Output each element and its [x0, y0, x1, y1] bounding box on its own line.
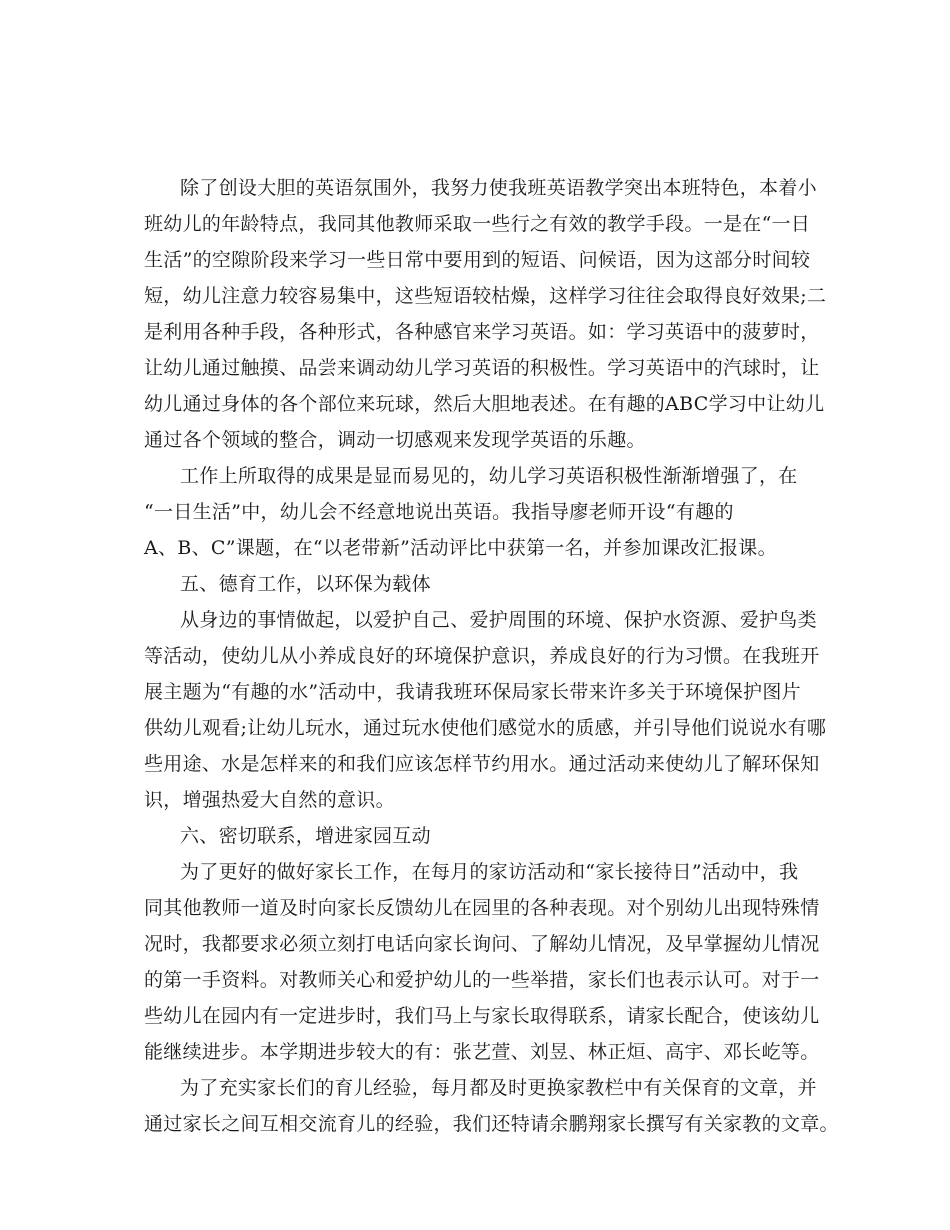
section-heading: 六、密切联系，增进家园互动 [180, 825, 431, 847]
text-line: 从身边的事情做起，以爱护自己、爱护周围的环境、保护水资源、爱护鸟类 [180, 609, 817, 631]
text-line: 是利用各种手段，各种形式，各种感官来学习英语。如：学习英语中的菠萝时， [144, 321, 820, 343]
text-line: 短，幼儿注意力较容易集中，这些短语较枯燥，这样学习往往会取得良好效果;二 [144, 285, 827, 307]
text-line: 能继续进步。本学期进步较大的有：张艺萱、刘昱、林正烜、高宇、邓长屹等。 [144, 1041, 820, 1063]
text-line: 除了创设大胆的英语氛围外，我努力使我班英语教学突出本班特色，本着小 [180, 177, 817, 199]
text-line: 通过各个领域的整合，调动一切感观来发现学英语的乐趣。 [144, 429, 646, 451]
text-line: 供幼儿观看;让幼儿玩水，通过玩水使他们感觉水的质感，并引导他们说说水有哪 [144, 717, 827, 739]
text-line: 幼儿通过身体的各个部位来玩球，然后大胆地表述。在有趣的ABC学习中让幼儿 [144, 393, 825, 415]
text-line: 些幼儿在园内有一定进步时，我们马上与家长取得联系，请家长配合，使该幼儿 [144, 1005, 820, 1027]
text-line: 为了更好的做好家长工作，在每月的家访活动和“家长接待日”活动中，我 [180, 861, 799, 883]
text-line: 班幼儿的年龄特点，我同其他教师采取一些行之有效的教学手段。一是在“一日 [144, 213, 811, 235]
text-line: 些用途、水是怎样来的和我们应该怎样节约用水。通过活动来使幼儿了解环保知 [144, 753, 820, 775]
text-line: 同其他教师一道及时向家长反馈幼儿在园里的各种表现。对个别幼儿出现特殊情 [144, 897, 820, 919]
text-line: 等活动，使幼儿从小养成良好的环境保护意识，养成良好的行为习惯。在我班开 [144, 645, 820, 667]
text-line: 为了充实家长们的育儿经验，每月都及时更换家教栏中有关保育的文章，并 [180, 1077, 817, 1099]
text-line: 让幼儿通过触摸、品尝来调动幼儿学习英语的积极性。学习英语中的汽球时，让 [144, 357, 820, 379]
text-line: 况时，我都要求必须立刻打电话向家长询问、了解幼儿情况，及早掌握幼儿情况 [144, 933, 820, 955]
section-heading: 五、德育工作，以环保为载体 [180, 573, 431, 595]
text-line: 通过家长之间互相交流育儿的经验，我们还特请余鹏翔家长撰写有关家教的文章。 [144, 1113, 839, 1135]
text-line: “一日生活”中，幼儿会不经意地说出英语。我指导廖老师开设“有趣的 [144, 501, 734, 523]
text-line: 的第一手资料。对教师关心和爱护幼儿的一些举措，家长们也表示认可。对于一 [144, 969, 820, 991]
text-line: A、B、C”课题，在“以老带新”活动评比中获第一名，并参加课改汇报课。 [144, 537, 777, 559]
text-line: 工作上所取得的成果是显而易见的，幼儿学习英语积极性渐渐增强了，在 [180, 465, 798, 487]
text-line: 生活”的空隙阶段来学习一些日常中要用到的短语、问候语，因为这部分时间较 [144, 249, 811, 271]
text-line: 识，增强热爱大自然的意识。 [144, 789, 395, 811]
text-line: 展主题为“有趣的水”活动中，我请我班环保局家长带来许多关于环境保护图片 [144, 681, 801, 703]
